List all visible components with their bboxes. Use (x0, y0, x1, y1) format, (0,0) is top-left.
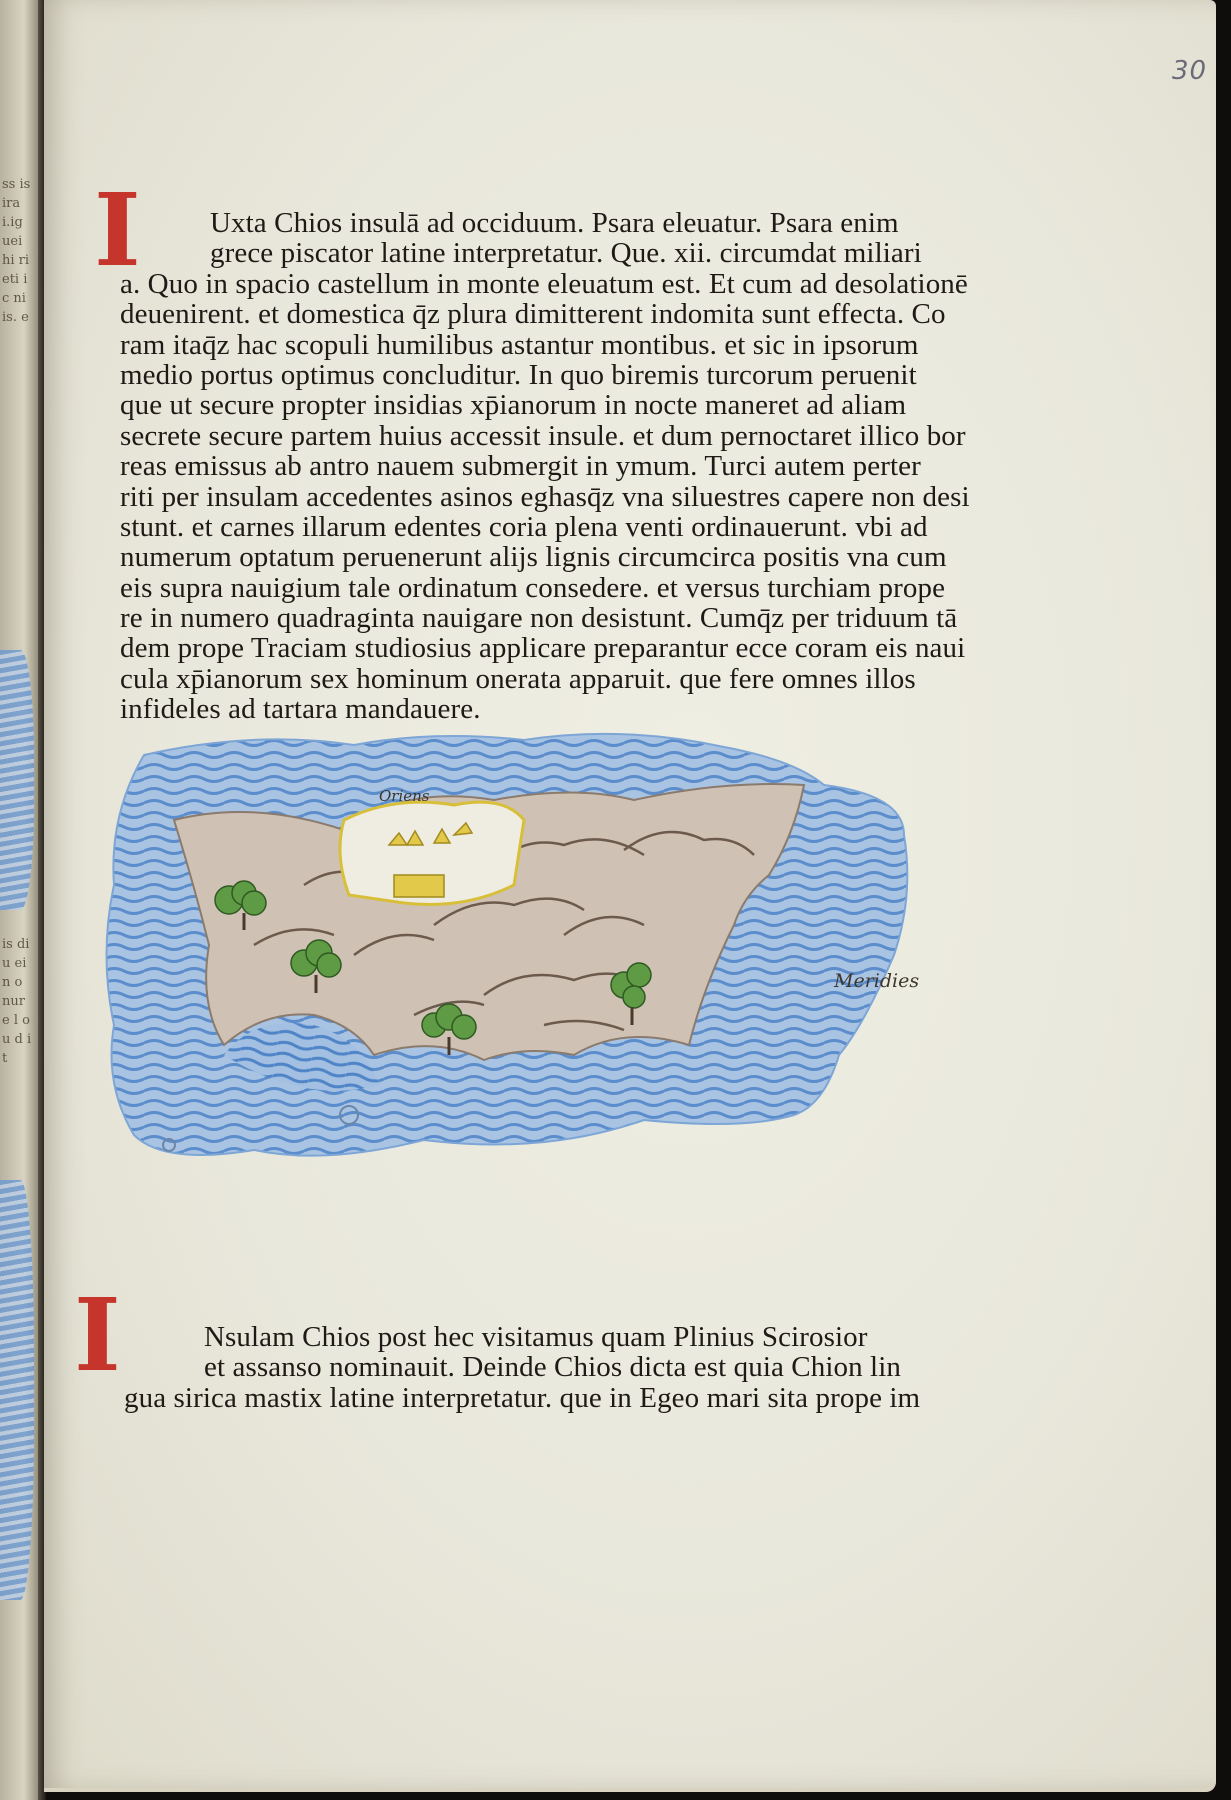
map-label-south: Meridies (834, 970, 920, 992)
text-line: cula xp̄ianorum sex hominum onerata apparuit. que fere omnes illos (120, 662, 916, 695)
facing-page-edge (0, 0, 40, 1800)
text-line: medio portus optimus concluditur. In quo biremis turcorum peruenit (120, 358, 917, 391)
map-label-east: Oriens (379, 787, 430, 805)
red-initial-1: I (94, 171, 141, 289)
text-line: dem prope Traciam studiosius applicare preparantur ecce coram eis naui (120, 632, 966, 665)
text-line: deuenirent. et domestica q̄z plura dimitterent indomita sunt effecta. Co (120, 298, 946, 331)
text-line: et assanso nominauit. Deinde Chios dicta est quia Chion lin (204, 1351, 901, 1384)
paragraph-psara (120, 208, 1130, 725)
island-map-drawing (104, 725, 944, 1225)
text-line: ram itaq̄z hac scopuli humilibus astantur montibus. et sic in ipsorum (120, 328, 919, 361)
text-line: grece piscator latine interpretatur. Que. xii. circumdat miliari (210, 237, 922, 270)
facing-page-sea (0, 650, 34, 910)
paragraph-chios (124, 1322, 1134, 1413)
folio-number: 30 (1172, 56, 1208, 86)
facing-page-text-top: ss is ira i.ig uei hi ri eti ic ni is. e (2, 177, 31, 325)
facing-page-sea-lower (0, 1180, 34, 1600)
text-line: reas emissus ab antro nauem submergit in ymum. Turci autem perter (120, 450, 921, 483)
text-line: Nsulam Chios post hec visitamus quam Plinius Scirosior (204, 1321, 868, 1353)
text-line: re in numero quadraginta nauigare non desistunt. Cumq̄z per triduum tā (120, 602, 958, 635)
text-line: Uxta Chios insulā ad occiduum. Psara eleuatur. Psara enim (210, 207, 899, 239)
island-map (104, 725, 944, 1225)
text-line: a. Quo in spacio castellum in monte eleuatum est. Et cum ad desolationē (120, 267, 968, 300)
text-line: eis supra nauigium tale ordinatum consedere. et versus turchiam prope (120, 571, 946, 604)
text-line: stunt. et carnes illarum edentes coria plena venti ordinauerunt. vbi ad (120, 510, 928, 543)
text-line: gua sirica mastix latine interpretatur. que in Egeo mari sita prope im (124, 1381, 921, 1414)
text-line: que ut secure propter insidias xp̄ianorum in nocte maneret ad aliam (120, 389, 907, 422)
facing-page-text-bottom: is di u ein o nur e l ou d it (2, 937, 32, 1066)
manuscript-page (44, 0, 1216, 1792)
text-line: secrete secure partem huius accessit insule. et dum pernoctaret illico bor (120, 419, 966, 452)
text-line: infideles ad tartara mandauere. (120, 693, 481, 726)
text-line: riti per insulam accedentes asinos eghasq̄z vna siluestres capere non desi (120, 480, 970, 513)
red-initial-2: I (74, 1276, 121, 1394)
text-line: numerum optatum peruenerunt alijs lignis circumcirca positis vna cum (120, 541, 947, 574)
